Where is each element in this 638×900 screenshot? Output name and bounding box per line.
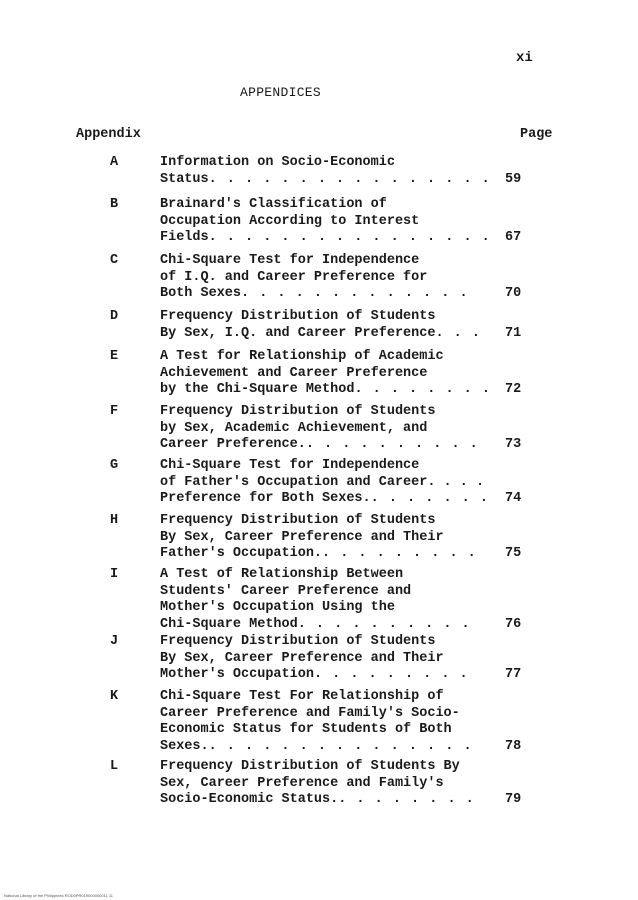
appendix-title-line: Economic Status for Students of Both <box>160 722 452 737</box>
appendix-title <box>160 404 540 454</box>
appendix-title-last-line <box>160 437 540 454</box>
page-ref: 71 <box>505 325 522 341</box>
appendix-letter: L <box>110 759 119 774</box>
appendix-letter: D <box>110 309 119 324</box>
appendix-title-last-line <box>160 792 540 809</box>
page-ref: 67 <box>505 230 522 245</box>
appendix-title-line: Career Preference and Family's Socio- <box>160 705 460 721</box>
appendix-title-line: By Sex, Career Preference and Their <box>160 650 444 666</box>
appendix-title-line: Occupation According to Interest <box>160 213 420 229</box>
appendix-title-line: Frequency Distribution of Students <box>160 309 436 324</box>
appendix-title-line: Chi-Square Test for Independence <box>160 458 420 473</box>
appendix-title-line: Frequency Distribution of Students <box>160 634 436 649</box>
appendix-title <box>160 253 540 303</box>
appendix-letter: B <box>110 197 119 212</box>
appendix-letter: C <box>110 253 119 268</box>
appendix-title-last-line <box>160 326 540 343</box>
page-ref: 75 <box>505 546 522 561</box>
appendix-title-line: Father's Occupation. <box>160 546 323 561</box>
appendix-title-line: Frequency Distribution of Students <box>160 404 436 419</box>
page-ref: 70 <box>505 286 522 301</box>
dot-leader: . . . . . . . . . . . . . . . . <box>208 171 491 187</box>
dot-leader: . . . <box>435 325 481 341</box>
page-ref: 79 <box>505 792 522 807</box>
appendix-title <box>160 634 540 684</box>
appendix-title <box>160 458 540 508</box>
appendix-letter: J <box>110 634 119 649</box>
appendix-letter: H <box>110 513 119 528</box>
appendix-title <box>160 759 540 809</box>
appendix-letter: F <box>110 404 119 419</box>
appendix-title-line: A Test for Relationship of Academic <box>160 349 444 364</box>
appendix-title-line: Information on Socio-Economic <box>160 155 395 170</box>
appendix-title <box>160 513 540 563</box>
page-ref: 59 <box>505 171 522 187</box>
appendix-title-last-line <box>160 617 540 634</box>
appendix-title-line: By Sex, I.Q. and Career Preference <box>160 325 436 341</box>
page-ref: 72 <box>505 382 522 397</box>
column-header-page: Page <box>520 127 553 142</box>
page-ref: 74 <box>505 491 522 506</box>
appendix-title-line: by the Chi-Square Method <box>160 382 355 397</box>
appendix-title-last-line <box>160 382 540 399</box>
appendix-title <box>160 349 540 399</box>
dot-leader: . . . . . . . . . <box>313 667 469 682</box>
appendix-title-last-line <box>160 286 540 303</box>
appendix-title <box>160 689 540 755</box>
appendix-title-line: of Father's Occupation and Career. . . . <box>160 474 485 490</box>
appendix-title-line: Chi-Square Test for Independence <box>160 253 420 268</box>
appendix-title-line: Chi-Square Test For Relationship of <box>160 689 444 704</box>
appendix-letter: K <box>110 689 119 704</box>
appendix-title-line: Students' Career Preference and <box>160 583 412 599</box>
column-header-appendix: Appendix <box>76 127 141 142</box>
appendix-title-line: by Sex, Academic Achievement, and <box>160 420 428 436</box>
appendix-title-line: A Test of Relationship Between <box>160 567 404 582</box>
page-ref: 76 <box>505 616 522 632</box>
appendix-title <box>160 197 540 247</box>
appendix-title <box>160 309 540 342</box>
appendix-title-last-line <box>160 230 540 247</box>
appendix-title-line: Socio-Economic Status. <box>160 792 339 807</box>
dot-leader: . . . . . . . . . . . . . . . . <box>208 230 491 245</box>
appendix-title-line: Achievement and Career Preference <box>160 365 428 381</box>
page-ref: 73 <box>505 437 522 452</box>
dot-leader: . . . . . . . . <box>354 382 491 397</box>
appendix-title-line: Chi-Square Method <box>160 616 298 632</box>
appendix-letter: I <box>110 567 119 582</box>
appendix-title-last-line <box>160 491 540 508</box>
appendix-title-line: Mother's Occupation <box>160 667 314 682</box>
appendix-title-line: Both Sexes <box>160 286 242 301</box>
appendix-title-last-line <box>160 739 540 756</box>
appendix-title-line: Preference for Both Sexes. <box>160 491 371 506</box>
appendix-title <box>160 567 540 633</box>
archive-footer: National Library of the Philippines ROD0PR019000000011 11 <box>4 893 114 898</box>
appendix-title-line: Frequency Distribution of Students By <box>160 759 460 774</box>
appendix-title-line: of I.Q. and Career Preference for <box>160 269 428 285</box>
appendix-title-last-line <box>160 667 540 684</box>
page-number: xi <box>516 50 533 66</box>
appendix-title-line: Fields <box>160 230 209 245</box>
dot-leader: . . . . . . . . . . <box>305 437 479 452</box>
appendix-letter: A <box>110 155 119 170</box>
appendix-letter: E <box>110 349 119 364</box>
appendix-title-line: Mother's Occupation Using the <box>160 600 395 615</box>
appendix-title <box>160 155 540 188</box>
appendix-title-line: Frequency Distribution of Students <box>160 513 436 528</box>
appendix-title-line: Brainard's Classification of <box>160 197 387 212</box>
appendix-title-line: By Sex, Career Preference and Their <box>160 529 444 545</box>
dot-leader: . . . . . . . <box>370 491 489 506</box>
page-ref: 78 <box>505 738 522 754</box>
appendix-title-line: Sex, Career Preference and Family's <box>160 775 444 791</box>
dot-leader: . . . . . . . . <box>338 792 475 807</box>
appendix-title-last-line <box>160 546 540 563</box>
appendix-title-line: Career Preference. <box>160 437 306 452</box>
page-ref: 77 <box>505 667 522 682</box>
dot-leader: . . . . . . . . . . <box>297 616 471 632</box>
page-title: APPENDICES <box>240 85 322 100</box>
dot-leader: . . . . . . . . . . . . . . . <box>208 738 473 754</box>
appendix-title-line: Sexes. <box>160 738 209 754</box>
appendix-title-line: Status <box>160 171 209 187</box>
appendix-letter: G <box>110 458 119 473</box>
dot-leader: . . . . . . . . . . . . . <box>241 286 469 301</box>
dot-leader: . . . . . . . . . <box>322 546 477 561</box>
appendix-title-last-line <box>160 172 540 189</box>
